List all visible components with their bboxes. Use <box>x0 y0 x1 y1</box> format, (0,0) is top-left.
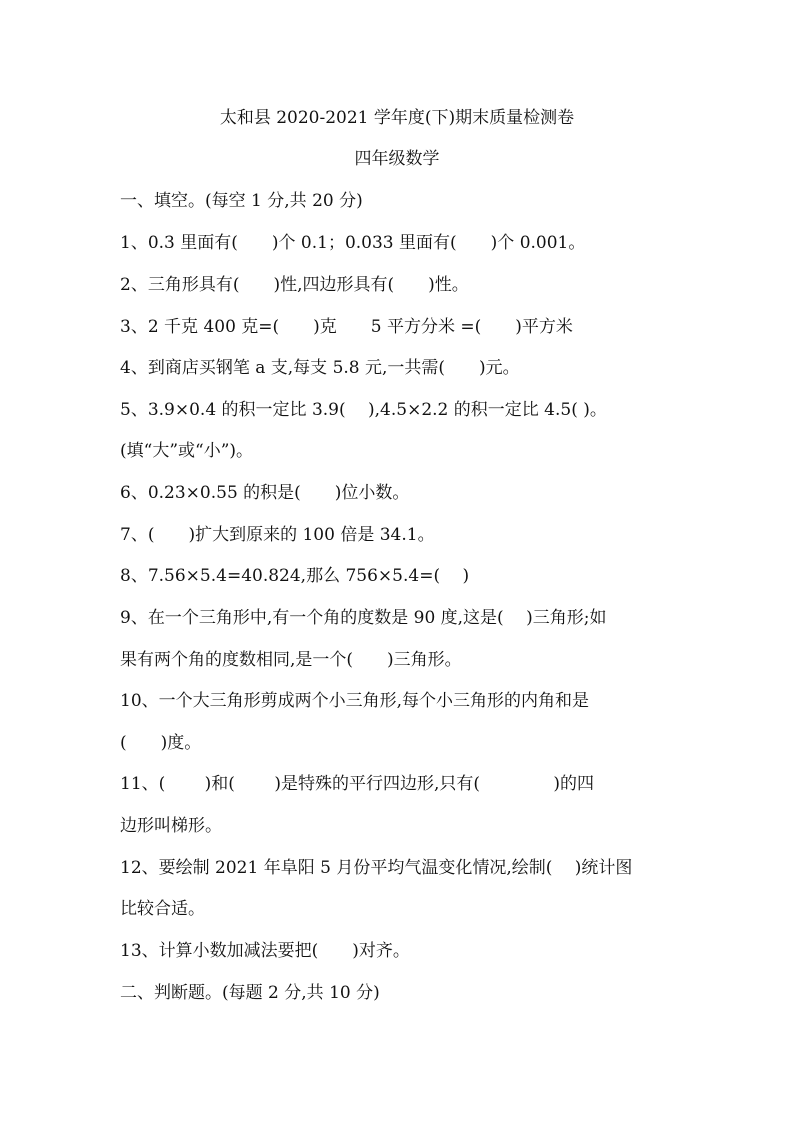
question-9-cont: 果有两个角的度数相同,是一个( )三角形。 <box>120 650 462 670</box>
question-5: 5、3.9×0.4 的积一定比 3.9( ),4.5×2.2 的积一定比 4.5( )。 <box>120 400 607 420</box>
question-10-cont: ( )度。 <box>120 733 202 753</box>
question-12: 12、要绘制 2021 年阜阳 5 月份平均气温变化情况,绘制( )统计图 <box>120 858 633 878</box>
question-12-cont: 比较合适。 <box>120 899 205 919</box>
question-11-cont: 边形叫梯形。 <box>120 816 222 836</box>
question-10: 10、一个大三角形剪成两个小三角形,每个小三角形的内角和是 <box>120 691 590 711</box>
question-5-note: (填“大”或“小”)。 <box>120 441 254 461</box>
question-4: 4、到商店买钢笔 a 支,每支 5.8 元,一共需( )元。 <box>120 358 520 378</box>
question-7: 7、( )扩大到原来的 100 倍是 34.1。 <box>120 525 435 545</box>
question-6: 6、0.23×0.55 的积是( )位小数。 <box>120 483 410 503</box>
question-9: 9、在一个三角形中,有一个角的度数是 90 度,这是( )三角形;如 <box>120 608 607 628</box>
question-8: 8、7.56×5.4=40.824,那么 756×5.4=( ) <box>120 566 470 586</box>
question-2: 2、三角形具有( )性,四边形具有( )性。 <box>120 275 469 295</box>
exam-title: 太和县 2020-2021 学年度(下)期末质量检测卷 <box>219 108 575 128</box>
question-11: 11、( )和( )是特殊的平行四边形,只有( )的四 <box>120 774 595 794</box>
section-fill-heading: 一、填空。(每空 1 分,共 20 分) <box>120 191 363 211</box>
question-13: 13、计算小数加减法要把( )对齐。 <box>120 941 410 961</box>
exam-subtitle: 四年级数学 <box>354 149 440 169</box>
question-3: 3、2 千克 400 克=( )克 5 平方分米 =( )平方米 <box>120 317 573 337</box>
section-judge-heading: 二、判断题。(每题 2 分,共 10 分) <box>120 983 380 1003</box>
question-1: 1、0.3 里面有( )个 0.1；0.033 里面有( )个 0.001。 <box>120 233 586 253</box>
